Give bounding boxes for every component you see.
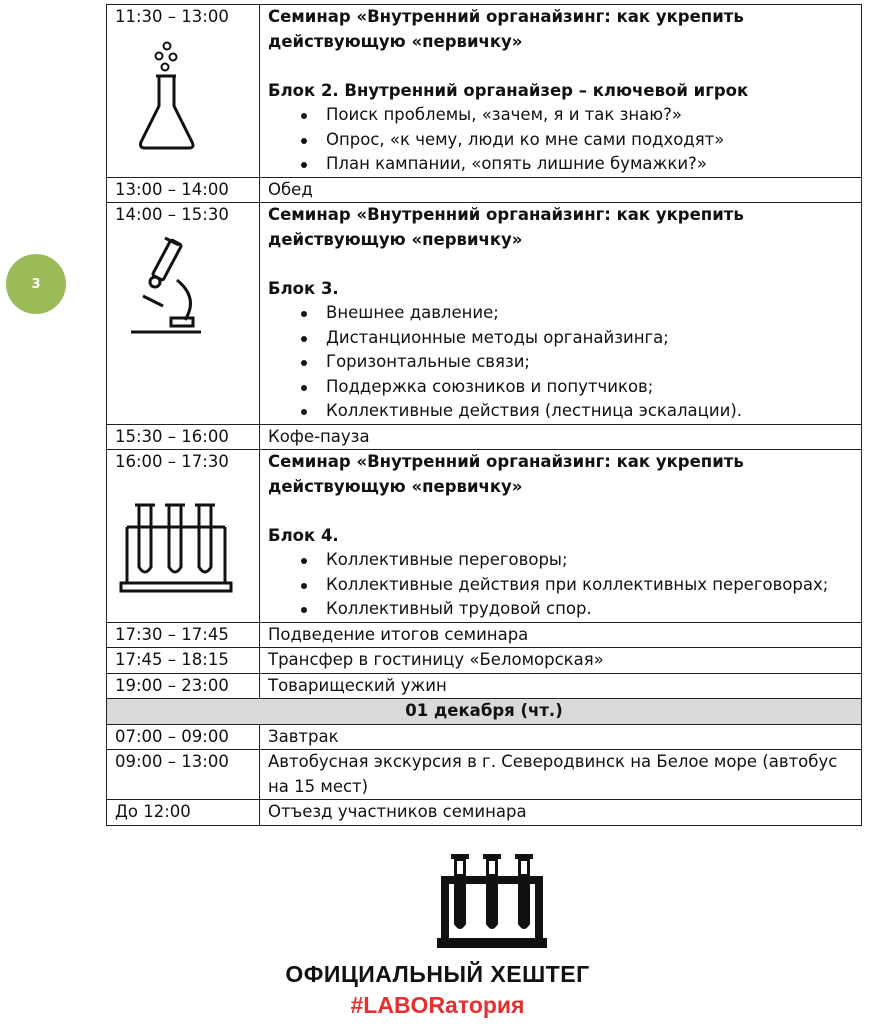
seminar-title: Семинар «Внутренний органайзинг: как укрепить действующую «первичку»	[268, 7, 744, 51]
microscope-icon	[115, 228, 251, 352]
time-cell: 17:45 – 18:15	[107, 648, 260, 674]
block-title: Блок 4.	[268, 525, 339, 545]
topic-list	[268, 103, 853, 177]
time-label: 16:00 – 17:30	[115, 452, 229, 471]
topic-list	[268, 301, 853, 424]
test-tubes-icon-svg	[119, 501, 233, 595]
test-tubes-logo-icon	[437, 854, 547, 952]
time-cell: До 12:00	[107, 800, 260, 826]
list-item: Дистанционные методы органайзинга;	[326, 326, 853, 351]
time-cell: 07:00 – 09:00	[107, 724, 260, 750]
flask-icon-svg	[125, 36, 195, 154]
list-item: Поддержка союзников и попутчиков;	[326, 375, 853, 400]
list-item: Горизонтальные связи;	[326, 350, 853, 375]
activity-cell: Автобусная экскурсия в г. Северодвинск на Белое море (автобус на 15 мест)	[260, 750, 862, 800]
list-item: Внешнее давление;	[326, 301, 853, 326]
activity-cell	[260, 203, 862, 425]
time-cell	[107, 450, 260, 623]
time-label: 14:00 – 15:30	[115, 205, 229, 224]
activity-cell: Кофе-пауза	[260, 424, 862, 450]
table-row	[107, 800, 862, 826]
activity-cell: Трансфер в гостиницу «Беломорская»	[260, 648, 862, 674]
time-label: 11:30 – 13:00	[115, 7, 229, 26]
list-item: План кампании, «опять лишние бумажки?»	[326, 152, 853, 177]
hashtag-text: #LABORатория	[350, 992, 525, 1018]
table-row	[107, 648, 862, 674]
activity-cell	[260, 450, 862, 623]
time-cell: 13:00 – 14:00	[107, 177, 260, 203]
page-number-badge: 3	[6, 254, 66, 314]
table-row	[107, 450, 862, 623]
list-item: Поиск проблемы, «зачем, я и так знаю?»	[326, 103, 853, 128]
flask-icon	[115, 30, 251, 162]
activity-cell	[260, 5, 862, 178]
list-item: Опрос, «к чему, люди ко мне сами подходят»	[326, 128, 853, 153]
block-title: Блок 3.	[268, 278, 339, 298]
day-header: 01 декабря (чт.)	[107, 699, 862, 725]
topic-list	[268, 548, 853, 622]
list-item: Коллективные переговоры;	[326, 548, 853, 573]
schedule-table	[106, 4, 862, 826]
logo-svg	[437, 854, 547, 948]
list-item: Коллективные действия при коллективных переговорах;	[326, 573, 853, 598]
seminar-title: Семинар «Внутренний органайзинг: как укрепить действующую «первичку»	[268, 205, 744, 249]
time-cell: 09:00 – 13:00	[107, 750, 260, 800]
table-row	[107, 673, 862, 699]
hashtag-heading: ОФИЦИАЛЬНЫЙ ХЕШТЕГ	[285, 961, 590, 987]
list-item: Коллективные действия (лестница эскалации).	[326, 399, 853, 424]
test-tubes-icon	[115, 475, 251, 603]
table-row	[107, 424, 862, 450]
activity-cell: Обед	[260, 177, 862, 203]
table-row	[107, 177, 862, 203]
activity-cell: Подведение итогов семинара	[260, 622, 862, 648]
time-cell: 17:30 – 17:45	[107, 622, 260, 648]
block-title: Блок 2. Внутренний органайзер – ключевой игрок	[268, 80, 749, 100]
time-cell: 19:00 – 23:00	[107, 673, 260, 699]
time-cell: 15:30 – 16:00	[107, 424, 260, 450]
table-row	[107, 622, 862, 648]
day-header-row	[107, 699, 862, 725]
table-row	[107, 5, 862, 178]
time-cell	[107, 203, 260, 425]
list-item: Коллективный трудовой спор.	[326, 597, 853, 622]
table-row	[107, 724, 862, 750]
table-row	[107, 750, 862, 800]
table-row	[107, 203, 862, 425]
microscope-icon-svg	[125, 234, 205, 344]
activity-cell: Отъезд участников семинара	[260, 800, 862, 826]
activity-cell: Завтрак	[260, 724, 862, 750]
time-cell	[107, 5, 260, 178]
seminar-title: Семинар «Внутренний органайзинг: как укрепить действующую «первичку»	[268, 452, 744, 496]
activity-cell: Товарищеский ужин	[260, 673, 862, 699]
